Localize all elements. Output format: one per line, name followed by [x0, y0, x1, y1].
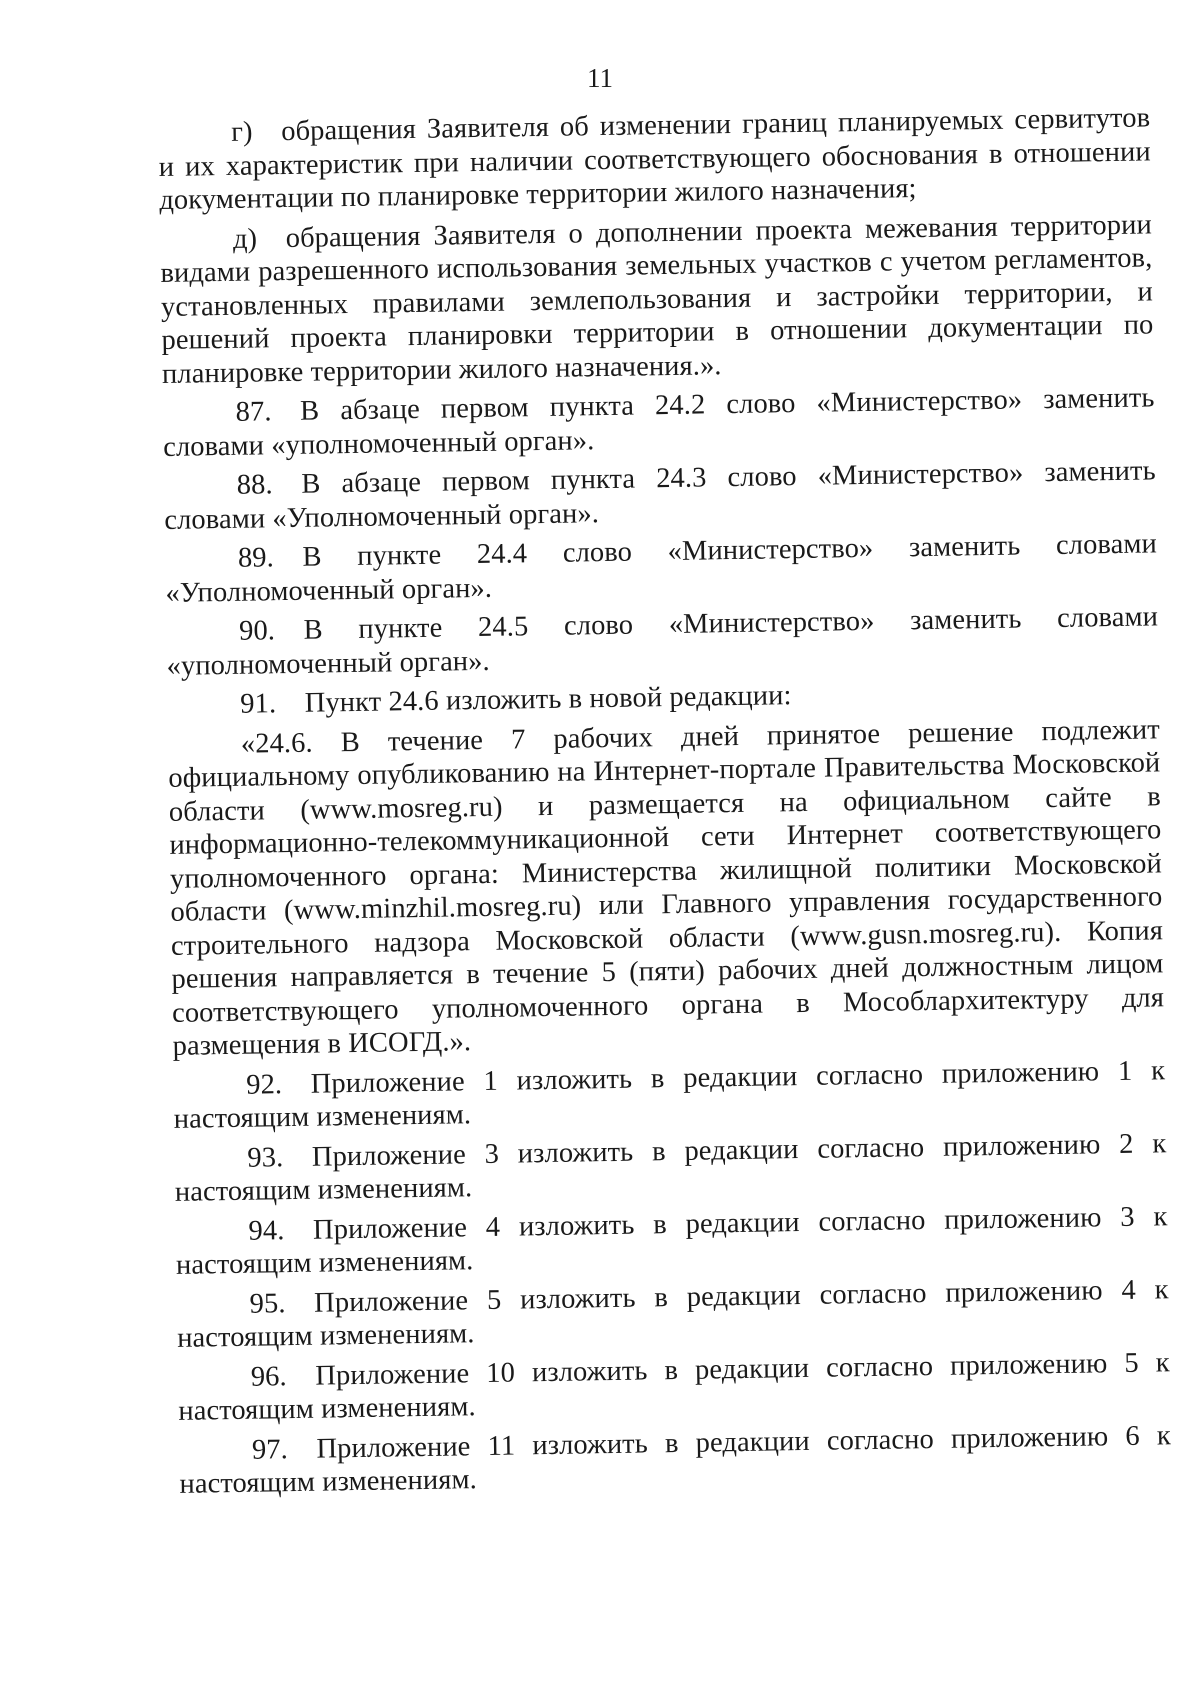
paragraph-92: 92. Приложение 1 изложить в редакции согласно приложению 1 к настоящим изменениям. — [173, 1054, 1166, 1135]
paragraph-91: 91. Пункт 24.6 изложить в новой редакции: — [239, 680, 792, 720]
paragraph-item-g: г) обращения Заявителя об изменении границ планируемых сервитутов и их характеристик при наличии соответствующего обоснования в отношении документации по планировке территории жилого назначения; — [158, 102, 1151, 216]
paragraph-88: 88. В абзаце первом пункта 24.3 слово «Министерство» заменить словами «Уполномоченный орган». — [164, 455, 1156, 536]
paragraph-93: 93. Приложение 3 изложить в редакции согласно приложению 2 к настоящим изменениям. — [174, 1127, 1167, 1208]
paragraph-24-6-quote: «24.6. В течение 7 рабочих дней принятое решение подлежит официальному опубликованию на Интернет-портале Правительства Московской области (www.mosreg.ru) и размещается на официальном сайте в информационно-телекоммуникационной сети Интернет соответствующего уполномоченного органа: Министерства жилищной политики Московской области (www.minzhil.mosreg.ru) или Главного управления государственного строительного надзора Московской области (www.gusn.mosreg.ru). Копия решения направляется в течение 5 (пяти) рабочих дней должностным лицом соответствующего уполномоченного органа в Мособлархитектуру для размещения в ИСОГД.». — [168, 713, 1165, 1062]
paragraph-89: 89. В пункте 24.4 слово «Министерство» заменить словами «Уполномоченный орган». — [165, 528, 1158, 609]
paragraph-97: 97. Приложение 11 изложить в редакции согласно приложению 6 к настоящим изменениям. — [179, 1419, 1172, 1500]
paragraph-87: 87. В абзаце первом пункта 24.2 слово «Министерство» заменить словами «уполномоченный орган». — [162, 382, 1155, 463]
paragraph-95: 95. Приложение 5 изложить в редакции согласно приложению 4 к настоящим изменениям. — [176, 1273, 1169, 1354]
paragraph-90: 90. В пункте 24.5 слово «Министерство» заменить словами «уполномоченный орган». — [166, 601, 1159, 682]
document-body — [158, 101, 1172, 1501]
paragraph-94: 94. Приложение 4 изложить в редакции согласно приложению 3 к настоящим изменениям. — [175, 1200, 1168, 1281]
paragraph-96: 96. Приложение 10 изложить в редакции согласно приложению 5 к настоящим изменениям. — [178, 1346, 1170, 1427]
page-number: 11 — [587, 63, 613, 93]
paragraph-item-d: д) обращения Заявителя о дополнении проекта межевания территории видами разрешенного использования земельных участков с учетом регламентов, установленных правилами землепользования и застройки территории, и решений проекта планировки территории в отношении документации по планировке территории жилого назначения.». — [160, 208, 1154, 390]
